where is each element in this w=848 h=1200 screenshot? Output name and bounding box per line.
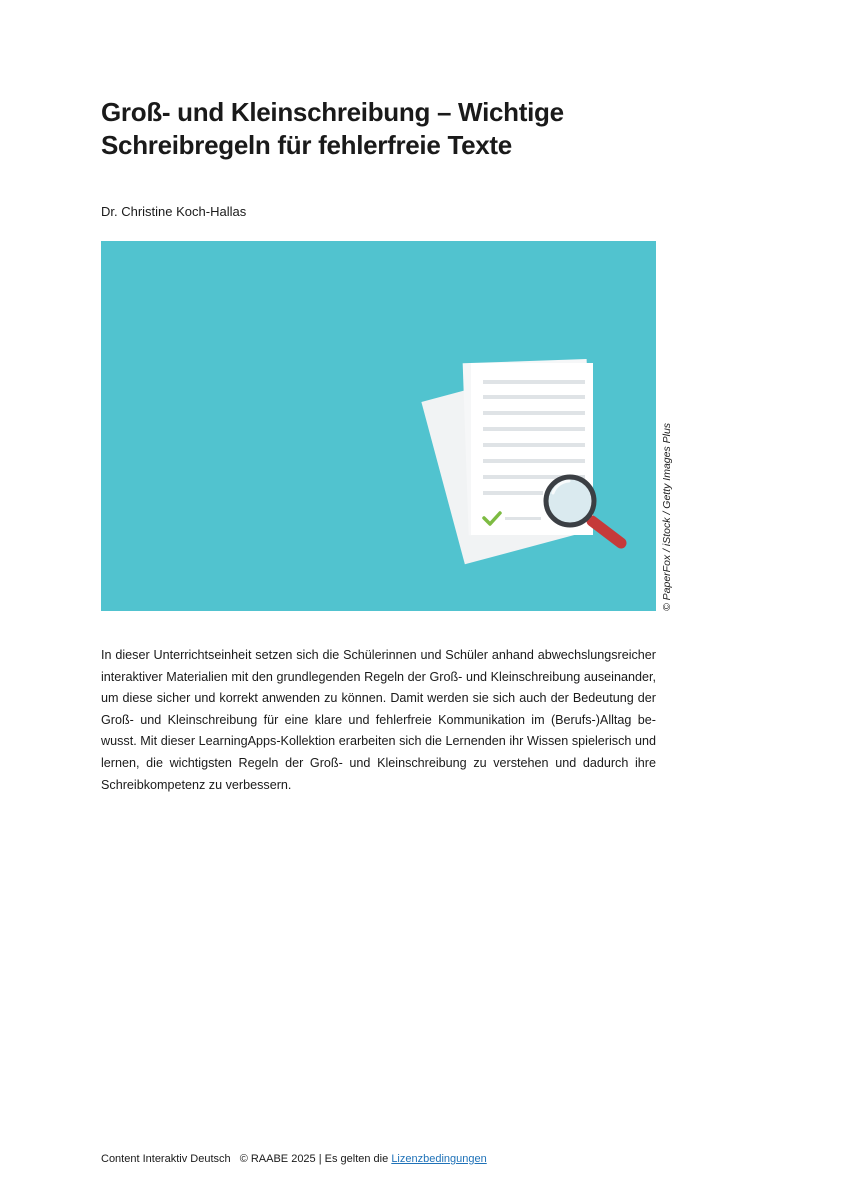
author-name: Dr. Christine Koch-Hallas (101, 204, 247, 219)
document-stack-icon (421, 359, 593, 564)
page-title (101, 96, 701, 162)
intro-paragraph: In dieser Unterrichtseinheit setzen sich die Schülerinnen und Schüler anhand abwechslungsreicher interaktiver Materialien mit den grundlegenden Regeln der Groß- und Kleinschreibung auseinander, um diese sicher und korrekt anwenden zu können. Damit werden sie sich auch der Bedeutung der Groß- und Kleinschreibung für eine klare und fehlerfreie Kommunikation im (Berufs-)Alltag bewusst. Mit dieser LearningApps-Kollektion erarbeiten sich die Lernenden ihr Wissen spielerisch und lernen, die wichtigsten Regeln der Groß- und Kleinschreibung zu verstehen und dadurch ihre Schreibkompetenz zu verbessern. (101, 648, 656, 792)
image-credit: © PaperFox / iStock / Getty Images Plus (661, 422, 673, 611)
page-title-line-2: Schreibregeln für fehlerfreie Texte (101, 130, 512, 160)
page-title-line-1: Groß- und Kleinschreibung – Wichtige (101, 97, 564, 127)
footer-product: Content Interaktiv Deutsch (101, 1153, 231, 1165)
hero-image (101, 241, 656, 611)
license-link[interactable]: Lizenzbedingungen (391, 1153, 487, 1165)
hero-illustration (101, 241, 656, 611)
page-footer (101, 1152, 487, 1166)
footer-copyright: © RAABE 2025 | Es gelten die (239, 1153, 389, 1165)
